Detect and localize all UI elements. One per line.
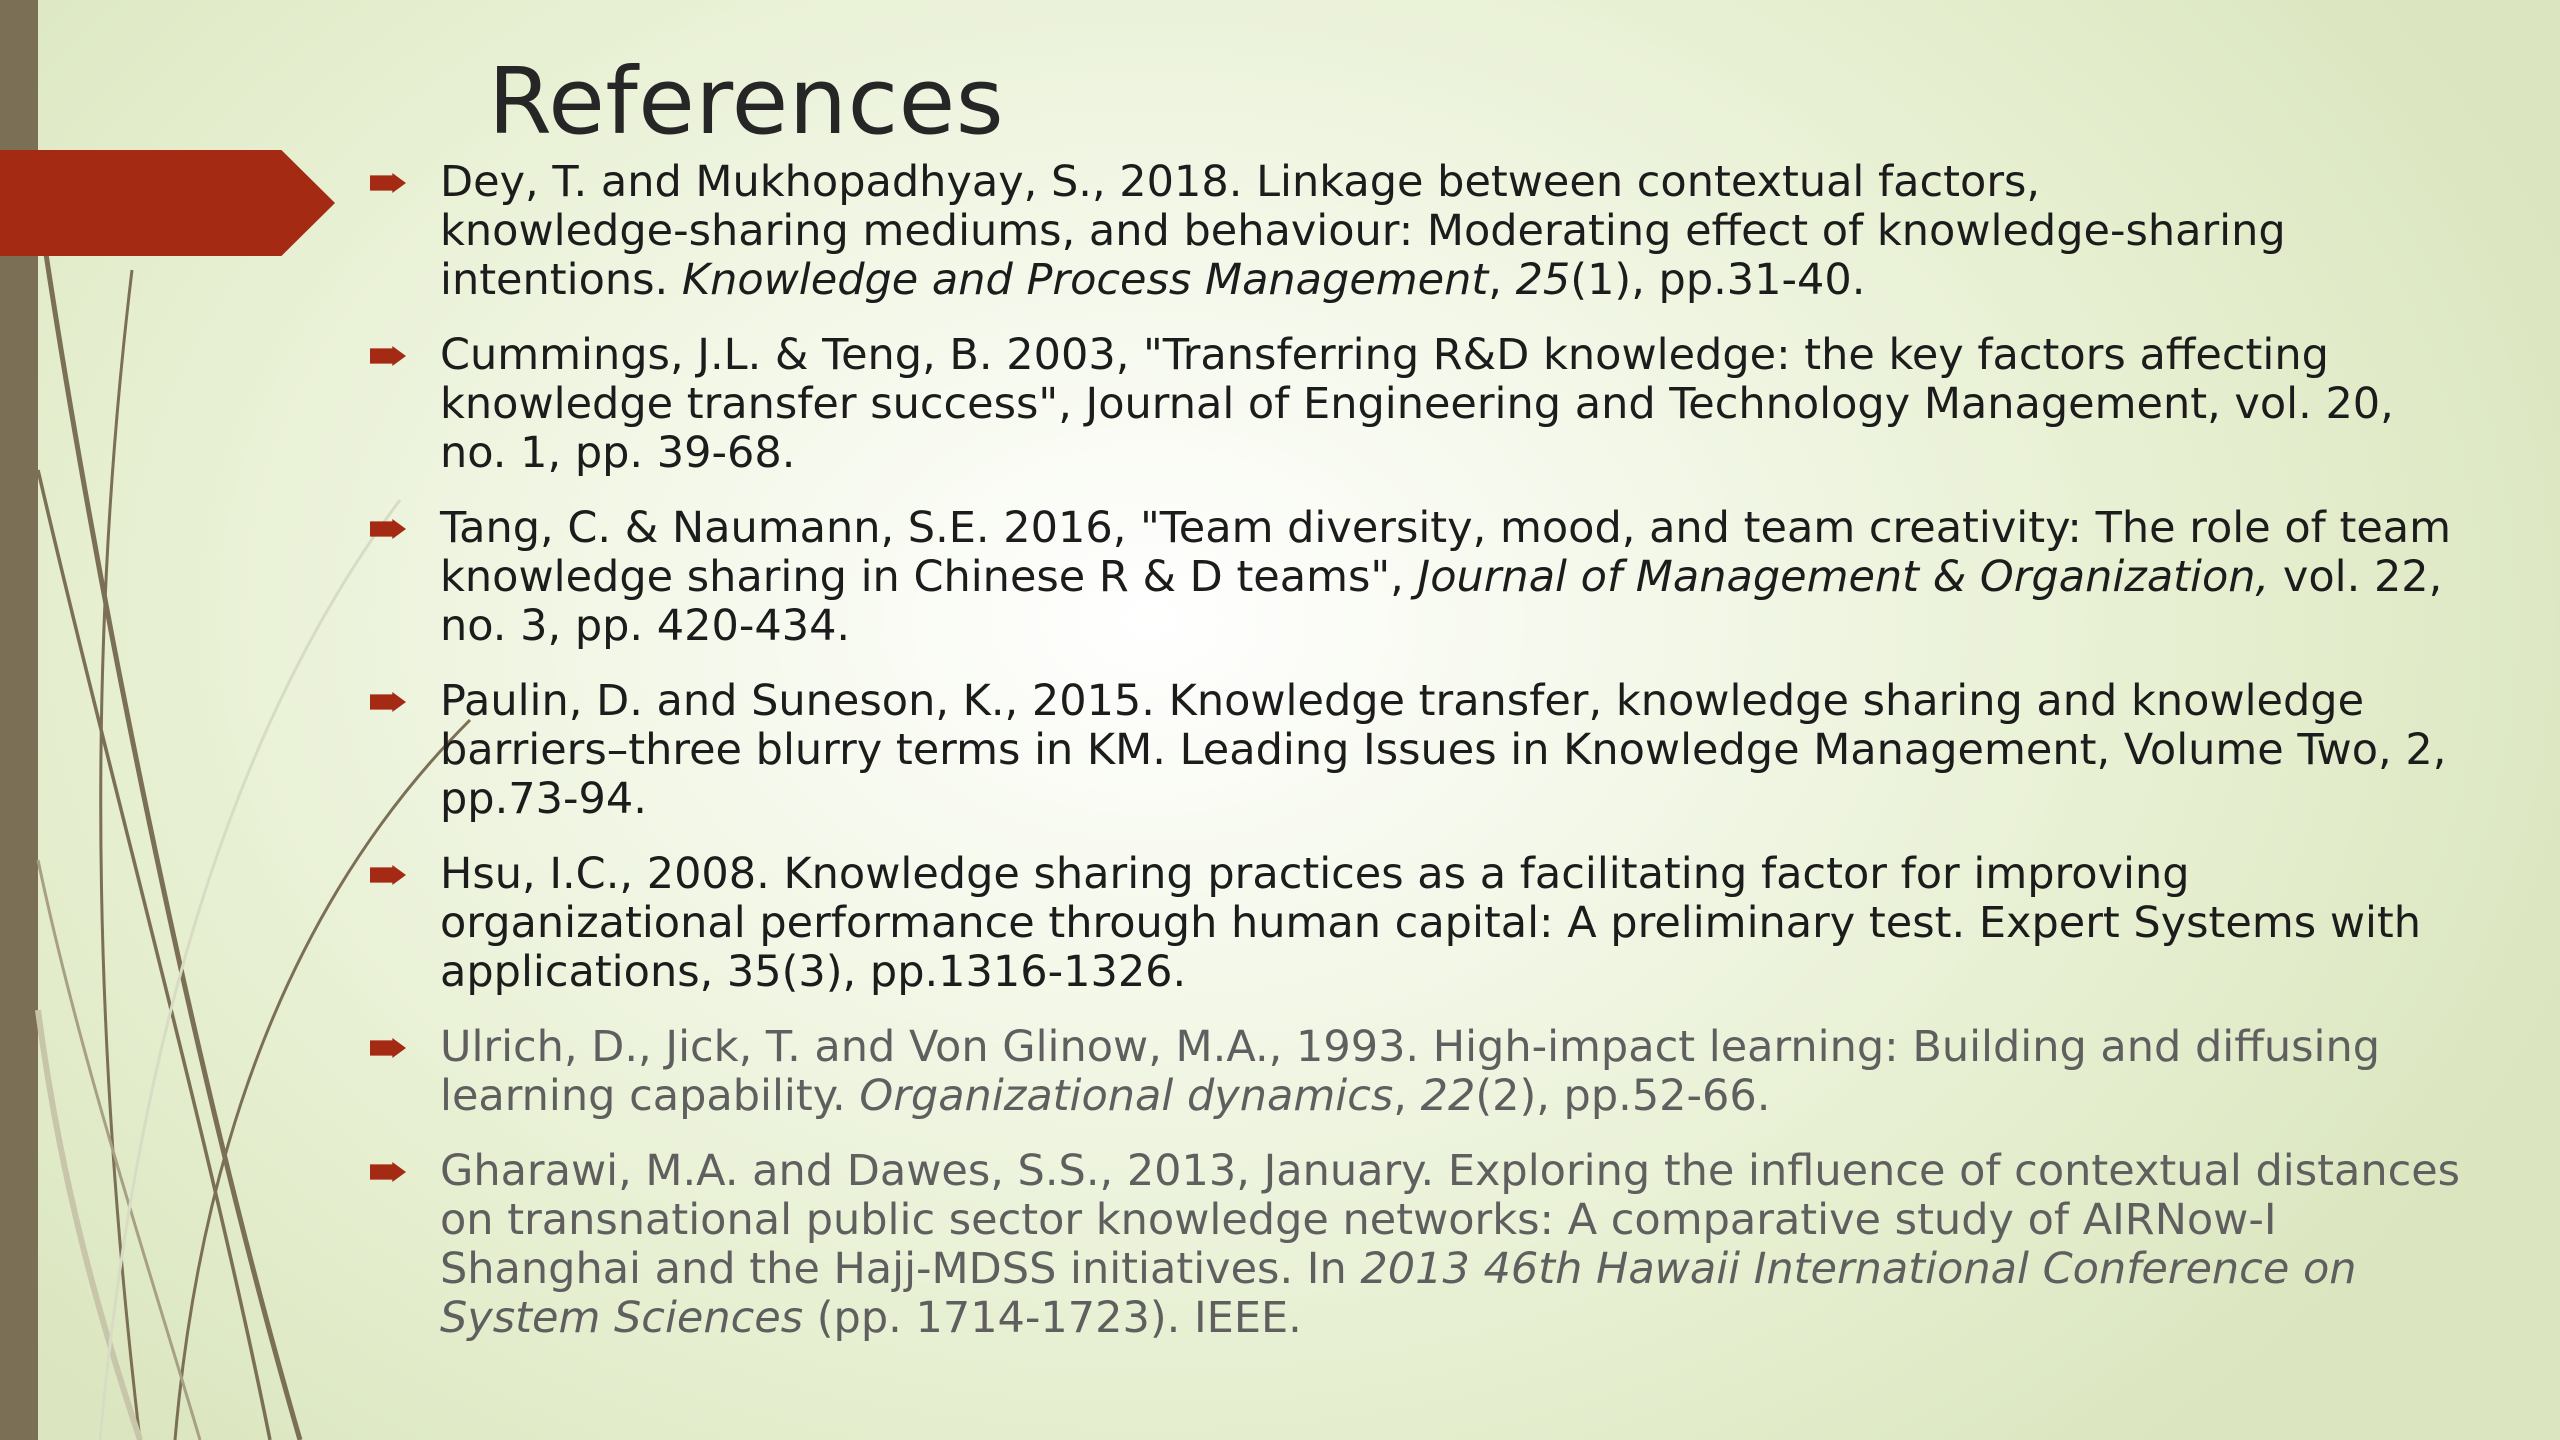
reference-text: ,: [1393, 1071, 1421, 1121]
reference-line: [440, 158, 2510, 207]
arrow-bullet-icon: [370, 1038, 406, 1058]
reference-text: ,: [1488, 255, 1516, 305]
arrow-bullet-icon: [370, 173, 406, 193]
reference-text: Hsu, I.C., 2008. Knowledge sharing practices as a facilitating factor for improving: [440, 849, 2190, 899]
reference-italic-text: 2013 46th Hawaii International Conference on: [1360, 1244, 2357, 1294]
arrow-bullet-icon: [370, 346, 406, 366]
arrow-bullet-icon: [370, 519, 406, 539]
reference-line: [440, 331, 2510, 380]
reference-text: (2), pp.52-66.: [1475, 1071, 1771, 1121]
reference-line: [440, 207, 2510, 256]
reference-line: [440, 1023, 2510, 1072]
reference-text: Gharawi, M.A. and Dawes, S.S., 2013, January. Exploring the influence of contextual distances: [440, 1146, 2461, 1196]
reference-line: [440, 1245, 2510, 1294]
stem-line: [38, 200, 300, 1440]
stem-line: [38, 470, 270, 1440]
reference-text: pp.73-94.: [440, 774, 647, 824]
reference-italic-text: 25: [1515, 255, 1571, 305]
reference-text: no. 1, pp. 39-68.: [440, 428, 796, 478]
stem-line: [100, 500, 400, 1440]
reference-line: [440, 899, 2510, 948]
reference-item: [370, 1147, 2510, 1343]
reference-text: applications, 35(3), pp.1316-1326.: [440, 947, 1187, 997]
reference-text: Ulrich, D., Jick, T. and Von Glinow, M.A., 1993. High-impact learning: Building and diffusing: [440, 1022, 2381, 1072]
reference-line: [440, 726, 2510, 775]
reference-line: [440, 504, 2510, 553]
reference-line: [440, 1196, 2510, 1245]
reference-line: [440, 775, 2510, 824]
reference-line: [440, 1294, 2510, 1343]
reference-italic-text: Knowledge and Process Management: [681, 255, 1489, 305]
reference-text: Paulin, D. and Suneson, K., 2015. Knowledge transfer, knowledge sharing and knowledge: [440, 676, 2365, 726]
reference-italic-text: Journal of Management & Organization,: [1417, 552, 2270, 602]
reference-line: [440, 1147, 2510, 1196]
reference-text: organizational performance through human capital: A preliminary test. Expert Systems with: [440, 898, 2422, 948]
reference-line: [440, 850, 2510, 899]
reference-text: (pp. 1714-1723). IEEE.: [803, 1293, 1302, 1343]
arrow-bullet-icon: [370, 1162, 406, 1182]
reference-line: [440, 429, 2510, 478]
reference-italic-text: System Sciences: [440, 1293, 804, 1343]
reference-item: [370, 158, 2510, 305]
reference-text: vol. 22,: [2269, 552, 2443, 602]
reference-line: [440, 256, 2510, 305]
reference-text: Cummings, J.L. & Teng, B. 2003, "Transferring R&D knowledge: the key factors affecting: [440, 330, 2329, 380]
reference-item: [370, 677, 2510, 824]
reference-item: [370, 1023, 2510, 1121]
reference-text: learning capability.: [440, 1071, 860, 1121]
reference-text: on transnational public sector knowledge networks: A comparative study of AIRNow-I: [440, 1195, 2277, 1245]
arrow-bullet-icon: [370, 692, 406, 712]
reference-text: knowledge-sharing mediums, and behaviour: Moderating effect of knowledge-sharing: [440, 206, 2286, 256]
slide-title: References: [488, 48, 1005, 155]
reference-text: knowledge transfer success", Journal of Engineering and Technology Management, vol. 20,: [440, 379, 2394, 429]
references-list: [370, 158, 2510, 1369]
reference-line: [440, 677, 2510, 726]
reference-italic-text: 22: [1420, 1071, 1476, 1121]
stem-line: [38, 1010, 140, 1440]
reference-line: [440, 553, 2510, 602]
reference-text: Dey, T. and Mukhopadhyay, S., 2018. Linkage between contextual factors,: [440, 157, 2041, 207]
reference-text: no. 3, pp. 420-434.: [440, 601, 851, 651]
reference-text: (1), pp.31-40.: [1570, 255, 1866, 305]
reference-text: Shanghai and the Hajj-MDSS initiatives. In: [440, 1244, 1361, 1294]
reference-text: barriers–three blurry terms in KM. Leading Issues in Knowledge Management, Volume Two, 2,: [440, 725, 2447, 775]
reference-line: [440, 602, 2510, 651]
reference-text: intentions.: [440, 255, 682, 305]
reference-italic-text: Organizational dynamics: [859, 1071, 1394, 1121]
reference-item: [370, 331, 2510, 478]
reference-line: [440, 1072, 2510, 1121]
reference-item: [370, 504, 2510, 651]
reference-text: knowledge sharing in Chinese R & D teams",: [440, 552, 1418, 602]
reference-line: [440, 948, 2510, 997]
reference-item: [370, 850, 2510, 997]
reference-text: Tang, C. & Naumann, S.E. 2016, "Team diversity, mood, and team creativity: The role of team: [440, 503, 2452, 553]
title-accent-arrow: [0, 150, 335, 256]
arrow-bullet-icon: [370, 865, 406, 885]
reference-line: [440, 380, 2510, 429]
